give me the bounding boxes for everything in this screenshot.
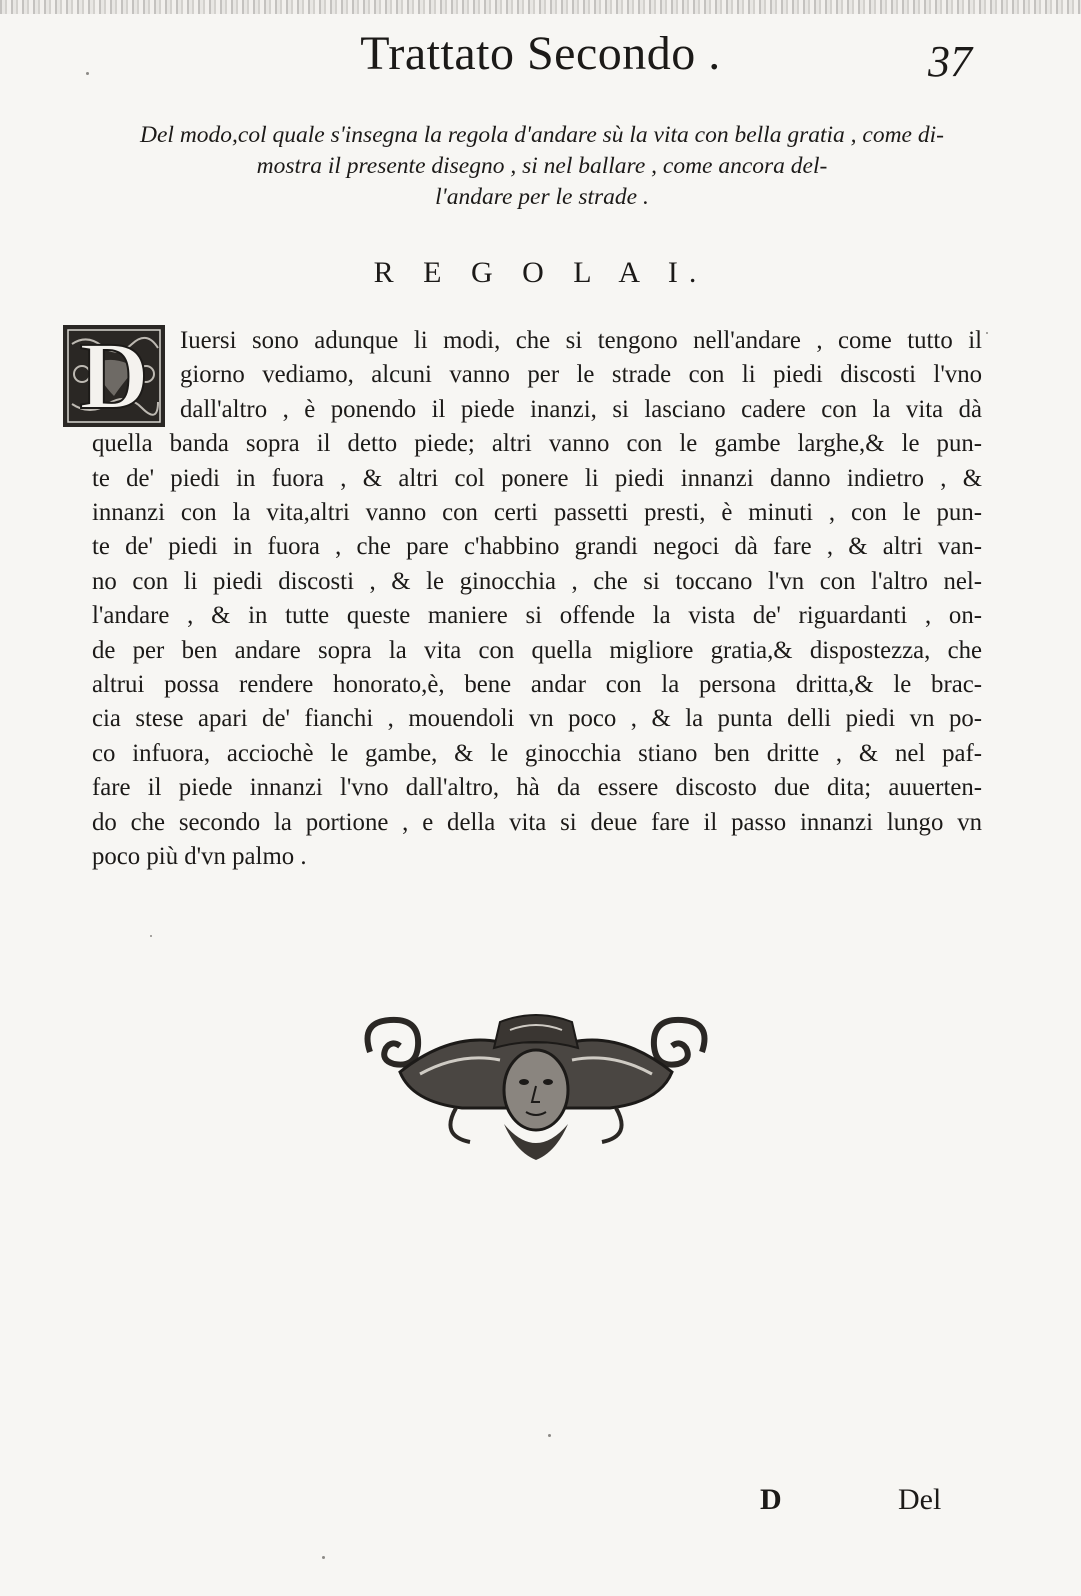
subtitle-line: l'andare per le strade . [435,184,649,210]
text-line: te de' piedi in fuora , che pare c'habbino grandi negoci dà fare , & altri van- [92,533,982,561]
text-line: quella banda sopra il detto piede; altri vanno con le gambe larghe,& le pun- [92,430,982,458]
text-line: Iuersi sono adunque li modi, che si tengono nell'andare , come tutto il [180,327,982,354]
page-title: Trattato Secondo . [360,27,721,80]
rule-heading: R E G O L A I. [373,256,708,289]
text-line: te de' piedi in fuora , & altri col ponere li piedi innanzi danno indietro , & [92,464,982,492]
text-line: dall'altro , è ponendo il piede inanzi, si lasciano cadere con la vita dà [180,395,982,423]
paper-speck [86,72,89,75]
text-line: poco più d'vn palmo . [92,843,307,871]
paper-speck [322,1556,325,1559]
paper-speck [548,1434,551,1437]
catchword: Del [898,1483,942,1516]
text-line: giorno vediamo, alcuni vanno per le strade con li piedi discosti l'vno [180,361,982,389]
paper-speck [986,332,988,334]
subtitle-line: mostra il presente disegno , si nel ballare , come ancora del- [256,153,828,179]
signature-mark: D [760,1483,782,1516]
text-line: co infuora, acciochè le gambe, & le ginocchia stiano ben dritte , & nel paf- [92,739,982,767]
rule-text [92,324,982,875]
subtitle-line: Del modo,col quale s'insegna la regola d'andare sù la vita con bella gratia , come di- [140,122,944,148]
text-line: altrui possa rendere honorato,è, bene andar con la persona dritta,& le brac- [92,671,982,699]
text-line: cia stese apari de' fianchi , mouendoli vn poco , & la punta delli piedi vn po- [92,705,982,733]
text-line: de per ben andare sopra la vita con quella migliore gratia,& dispostezza, che [92,636,982,664]
text-line: l'andare , & in tutte queste maniere si offende la vista de' riguardanti , on- [92,602,982,630]
chapter-subtitle [92,120,992,213]
scan-edge-noise [0,0,1081,14]
text-line: innanzi con la vita,altri vanno con certi passetti presti, è minuti , con le pun- [92,499,982,527]
page-number: 37 [928,37,972,86]
text-line: no con li piedi discosti , & le ginocchia , che si toccano l'vn con l'altro nel- [92,567,982,595]
text-line: do che secondo la portione , e della vita si deue fare il passo innanzi lungo vn [92,808,982,836]
initial-letter: D [79,322,149,429]
tailpiece-mask-ornament-icon [360,1012,712,1164]
paper-speck [150,935,152,937]
text-line: fare il piede innanzi l'vno dall'altro, hà da essere discosto due dita; auuerten- [92,774,982,802]
